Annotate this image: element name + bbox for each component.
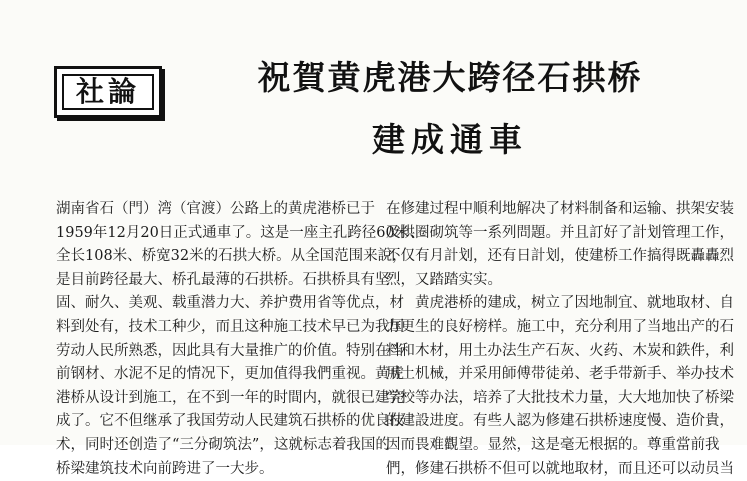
right-column-line: 烈，又踏踏实实。 [386,271,502,288]
editorial-badge-label: 社論 [62,74,154,110]
right-column-line: 料和木材，用土办法生产石灰、火药、木炭和鉄件，利 [386,342,734,359]
left-column-line: 固、耐久、美观、载重潜力大、养护费用省等优点，材 [56,295,404,312]
left-column-line: 全长108米、桥宽32米的石拱大桥。从全国范围来說， [56,248,407,265]
left-column-line: 劳动人民所熟悉，因此具有大量推广的价值。特别在当 [56,342,404,359]
right-column-line: 的建設进度。有些人認为修建石拱桥速度慢、造价貴， [386,413,734,430]
right-column-line: 力更生的良好榜样。施工中，充分利用了当地出产的石 [386,318,734,335]
right-column-line: 在修建过程中順利地解决了材料制备和运输、拱架安装 [386,201,734,217]
right-column-line: 黄虎港桥的建成，树立了因地制宜、就地取材、自 [386,295,734,312]
left-column [56,198,424,481]
left-column-line: 成了。它不但继承了我国劳动人民建筑石拱桥的优良技 [56,413,404,430]
left-column-line: 前钢材、水泥不足的情况下，更加值得我們重视。黄虎 [56,366,404,383]
headline-line-2: 建成通車 [372,120,528,159]
right-column-line: 因而畏难觀望。显然，这是毫无根据的。尊重當前我 [386,436,720,453]
right-column-line: 不仅有月計划，还有日計划，使建桥工作搞得既轟轟烈 [386,248,734,265]
left-column-line: 桥梁建筑技术向前跨进了一大步。 [56,460,274,477]
right-column-line: 及拱圈砌筑等一系列問題。并且訂好了計划管理工作， [386,224,734,241]
left-column-line: 料到处有，技术工种少，而且这种施工技术早已为我国 [56,318,404,335]
right-column [386,198,734,481]
left-column-line: 1959年12月20日正式通車了。这是一座主孔跨径60米、 [56,224,424,241]
left-column-line: 术，同时还创造了“三分砌筑法”，这就标志着我国的 [56,436,390,453]
right-column-line: 用土机械，并采用師傅带徒弟、老手带新手、举办技术 [386,366,734,383]
right-column-line: 学校等办法，培养了大批技术力量，大大地加快了桥梁 [386,389,734,406]
left-column-line: 港桥从设计到施工，在不到一年的时間内，就很已建完 [56,389,404,406]
left-column-line: 湖南省石（門）湾（官渡）公路上的黄虎港桥已于 [56,201,375,217]
right-column-line: 們，修建石拱桥不但可以就地取材，而且还可以动员当 [386,460,734,477]
headline-line-1: 祝賀黄虎港大跨径石拱桥 [257,58,643,97]
left-column-line: 是目前跨径最大、桥孔最薄的石拱桥。石拱桥具有坚 [56,271,390,288]
editorial-badge [54,66,162,118]
